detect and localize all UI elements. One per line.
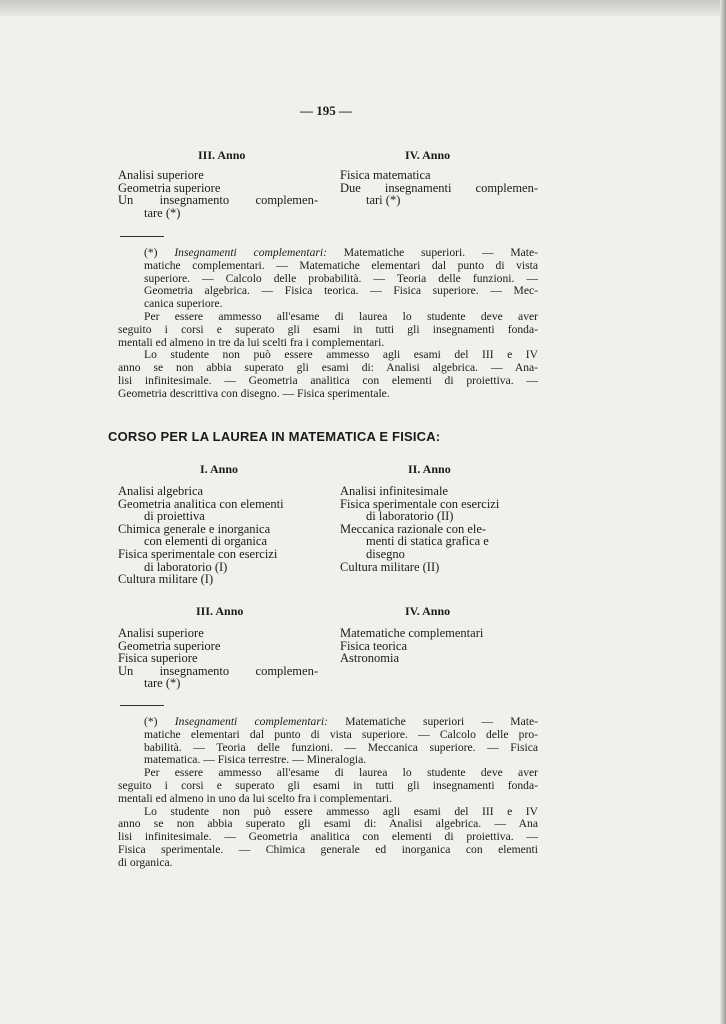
course-item: disegno: [366, 546, 405, 561]
course-item: Cultura militare (I): [118, 572, 214, 587]
course-item: di laboratorio (I): [144, 559, 228, 574]
paragraph-line: seguito i corsi e superato gli esami in tutti gli insegnamenti fonda-: [118, 778, 538, 792]
paragraph-line: anno se non abbia superato gli esami di: Analisi algebrica. — Ana: [118, 817, 538, 831]
footnote-italic-label: Insegnamenti complementari:: [174, 715, 328, 728]
paragraph-line: mentali ed almeno in uno da lui scelto fra i complementari.: [118, 791, 392, 805]
course-item: Fisica superiore: [118, 651, 198, 666]
course-item: Fisica matematica: [340, 168, 431, 182]
paragraph-line: Lo studente non può essere ammesso agli esami del III e IV: [144, 348, 538, 362]
course-item: Analisi superiore: [118, 626, 204, 640]
course-item: di laboratorio (II): [366, 509, 454, 524]
course-item: Geometria superiore: [118, 180, 221, 195]
course-item: tari (*): [366, 193, 401, 208]
course-item: di proiettiva: [144, 509, 205, 524]
footnote-line: matiche elementari dal punto di vista superiore. — Calcolo delle pro-: [144, 727, 538, 741]
year-heading: II. Anno: [408, 462, 451, 476]
course-list-left: [118, 169, 318, 219]
course-item: Analisi superiore: [118, 168, 204, 182]
footnote-line: matiche complementari. — Matematiche elementari dal punto di vista: [144, 258, 538, 272]
page-number: — 195 —: [300, 103, 352, 118]
course-list-right: [340, 485, 540, 573]
footnote-marker: (*): [144, 715, 175, 728]
course-item: Due insegnamenti complemen-: [340, 180, 538, 195]
course-list-left: [118, 485, 318, 586]
paragraph-line: seguito i corsi e superato gli esami in tutti gli insegnamenti fonda-: [118, 322, 538, 336]
year-heading: IV. Anno: [405, 148, 451, 162]
course-item: Meccanica razionale con ele-: [340, 521, 487, 536]
paragraph-line: lisi infinitesimale. — Geometria analitica con elementi di proiettiva. —: [118, 373, 538, 387]
footnote-text: Matematiche superiori. — Mate-: [326, 246, 538, 259]
course-item: Matematiche complementari: [340, 626, 484, 640]
paragraph-line: Fisica sperimentale. — Chimica generale ed inorganica con elementi: [118, 842, 538, 856]
course-item: tare (*): [144, 676, 181, 691]
year-heading: III. Anno: [198, 148, 246, 162]
paragraph-line: Per essere ammesso all'esame di laurea lo studente deve aver: [144, 309, 538, 323]
course-item: con elementi di organica: [144, 534, 267, 549]
course-item: Analisi algebrica: [118, 484, 204, 498]
footnote-italic-label: Insegnamenti complementari:: [174, 246, 327, 259]
course-item: Analisi infinitesimale: [340, 484, 448, 498]
course-item: Geometria analitica con elementi: [118, 496, 284, 511]
section-title: CORSO PER LA LAUREA IN MATEMATICA E FISICA:: [108, 429, 441, 444]
footnote-marker: (*): [144, 246, 175, 259]
course-list-left: [118, 627, 318, 690]
course-item: Cultura militare (II): [340, 559, 440, 574]
paragraph-line: anno se non abbia superato gli esami di: Analisi algebrica. — Ana-: [118, 361, 538, 375]
paragraph-line: Geometria descrittiva con disegno. — Fisica sperimentale.: [118, 386, 390, 400]
paragraph-line: Lo studente non può essere ammesso agli esami del III e IV: [144, 804, 538, 818]
year-heading: I. Anno: [200, 462, 239, 476]
footnote-line: babilità. — Teoria delle funzioni. — Meccanica superiore. — Fisica: [144, 740, 538, 754]
footnote-rule: [120, 705, 164, 706]
paragraph-line: Per essere ammesso all'esame di laurea lo studente deve aver: [144, 766, 538, 780]
scan-top-edge: [0, 0, 726, 16]
course-item: tare (*): [144, 205, 181, 220]
paragraph-line: mentali ed almeno in tre da lui scelti fra i complementari.: [118, 335, 385, 349]
course-item: Fisica sperimentale con esercizi: [340, 496, 500, 511]
year-heading: IV. Anno: [405, 604, 451, 618]
footnote-block: [118, 716, 538, 870]
paragraph-line: di organica.: [118, 855, 173, 869]
footnote-block: [118, 247, 538, 401]
footnote-rule: [120, 236, 164, 237]
course-item: Chimica generale e inorganica: [118, 521, 271, 536]
course-item: Astronomia: [340, 651, 400, 666]
course-item: Geometria superiore: [118, 638, 221, 653]
course-item: Un insegnamento complemen-: [118, 193, 318, 208]
footnote-line: canica superiore.: [144, 297, 223, 311]
scan-right-edge: [720, 0, 726, 1024]
footnote-line: superiore. — Calcolo delle probabilità. — Teoria delle funzioni. —: [144, 271, 538, 285]
footnote-text: Matematiche superiori — Mate-: [327, 715, 538, 728]
course-item: Fisica sperimentale con esercizi: [118, 546, 278, 561]
footnote-line: matematica. — Fisica terrestre. — Mineralogia.: [144, 753, 367, 767]
course-item: Fisica teorica: [340, 638, 407, 653]
course-item: menti di statica grafica e: [366, 534, 489, 549]
course-list-right: [340, 627, 540, 665]
footnote-line: Geometria algebrica. — Fisica teorica. — Fisica superiore. — Mec-: [144, 284, 538, 298]
paragraph-line: lisi infinitesimale. — Geometria analitica con elementi di proiettiva. —: [118, 830, 538, 844]
course-item: Un insegnamento complemen-: [118, 663, 318, 678]
year-heading: III. Anno: [196, 604, 244, 618]
course-list-right: [340, 169, 538, 207]
